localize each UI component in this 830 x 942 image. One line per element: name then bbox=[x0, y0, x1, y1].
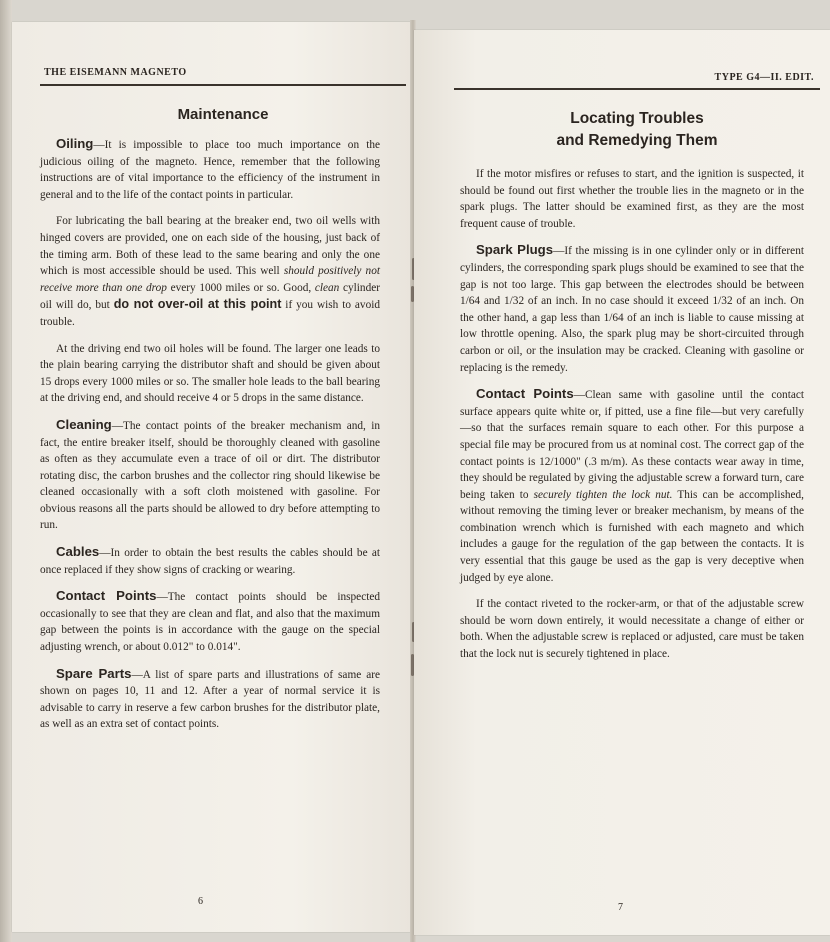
right-page-number: 7 bbox=[618, 902, 623, 913]
contact-points-left-heading: Contact Points bbox=[56, 588, 157, 604]
contact-points-right-paragraph bbox=[460, 386, 804, 586]
contact-points-left-paragraph bbox=[40, 588, 380, 655]
cables-heading: Cables bbox=[56, 544, 100, 560]
right-page-title bbox=[454, 108, 820, 152]
left-header-rule bbox=[40, 84, 406, 86]
oiling-paragraph bbox=[40, 136, 380, 203]
lubricating-bold-warning: do not over-oil at this point bbox=[113, 297, 282, 312]
right-running-head: TYPE G4—II. EDIT. bbox=[714, 72, 814, 83]
right-title-line-1: Locating Troubles bbox=[570, 110, 704, 127]
cover-edge bbox=[0, 0, 12, 942]
spare-parts-body: —A list of spare parts and illustrations of same are shown on pages 10, 11 and 12. After a year of normal service it is advisable to carry in reserve a few carbon brushes for the distributor plate, as well as an extra set of contact points. bbox=[40, 668, 380, 731]
spare-parts-heading: Spare Parts bbox=[56, 665, 132, 681]
left-page-title: Maintenance bbox=[177, 106, 269, 123]
oiling-body: —It is impossible to place too much importance on the judicious oiling of the magneto. Hence, remember that the following instructions are of vital importance to the efficiency of the instrument in general and to the life of the contact points in particular. bbox=[40, 139, 380, 201]
driving-end-paragraph: At the driving end two oil holes will be found. The larger one leads to the plain bearing carrying the distributor shaft and should be given about 15 drops every 1000 miles or so. The smaller hole leads to the ball bearing at the driving end, and should receive 4 or 5 drops in the same distance. bbox=[40, 342, 380, 405]
lubricating-paragraph bbox=[40, 213, 380, 330]
lubricating-text-4: if you wish to avoid trouble. bbox=[40, 299, 381, 328]
contact-points-right-text-2: This can be accomplished, without removing the timing lever or breaker mechanism, by means of the combination wrench which is furnished with each magneto and which includes a gauge for the regulation of the gap between the contacts. It is very essential that this gauge be used as the gap is very deceptive when judged by eye alone. bbox=[460, 488, 805, 584]
lubricating-text-1: For lubricating the ball bearing at the breaker end, two oil wells with hinged covers are provided, one on each side of the housing, just back of the timing arm. Both of these lead to the same bearing and only the one which is most accessible should be used. This well bbox=[40, 215, 380, 278]
right-title-line-2: and Remedying Them bbox=[556, 132, 718, 149]
spare-parts-paragraph bbox=[40, 666, 380, 733]
right-text-column bbox=[460, 166, 804, 673]
contact-points-right-italic: securely tighten the lock nut. bbox=[533, 488, 673, 501]
contact-points-left-body: —The contact points should be inspected occasionally to see that they are clean and flat, and also that the maximum gap between the points is in accordance with the gauge on the special adjusting wrench, or about 0.012" to 0.014". bbox=[40, 591, 381, 654]
cleaning-heading: Cleaning bbox=[56, 416, 112, 432]
contact-points-right-text-1: —Clean same with gasoline until the contact surface appears quite white or, if pitted, use a fine file—but very carefully—so that the surfaces remain square to each other. For this purpose a special file may be procured from us at nominal cost. The correct gap of the contact points is 12/1000" (.3 m/m). As these contacts wear away in time, they should be regulated by giving the adjustable screw a forward turn, care being taken to bbox=[460, 389, 805, 501]
spark-plugs-heading: Spark Plugs bbox=[476, 242, 554, 258]
spark-plugs-paragraph bbox=[460, 242, 804, 376]
left-page bbox=[12, 22, 412, 932]
cleaning-body: —The contact points of the breaker mechanism and, in fact, the entire breaker itself, should be thoroughly cleaned with gasoline as often as they accumulate even a trace of oil or dirt. The distributor rotating disc, the carbon brushes and the collector ring should likewise be cleaned occasionally with a soft cloth moistened with gasoline. For obvious reasons all the parts should be allowed to dry before attempting to run. bbox=[40, 419, 380, 532]
oiling-heading: Oiling bbox=[56, 136, 94, 151]
lubricating-italic-2: clean bbox=[314, 281, 340, 294]
intro-paragraph: If the motor misfires or refuses to start, and the ignition is suspected, it should be found out first whether the trouble lies in the magneto or in the spark plugs. The latter should be examined first, as they are the most frequent cause of trouble. bbox=[460, 168, 804, 230]
left-page-number: 6 bbox=[198, 896, 203, 907]
cleaning-paragraph bbox=[40, 417, 380, 534]
right-header-rule bbox=[454, 88, 820, 90]
lubricating-text-2: every 1000 miles or so. Good, bbox=[166, 281, 315, 294]
cables-body: —In order to obtain the best results the cables should be at once replaced if they show signs of cracking or wearing. bbox=[40, 547, 380, 576]
contact-points-right-heading: Contact Points bbox=[476, 386, 574, 402]
rocker-arm-paragraph: If the contact riveted to the rocker-arm, or that of the adjustable screw should be worn down entirely, it would necessitate a change of either or both. When the adjustable screw is replaced or adjusted, care must be taken that the lock nut is securely tightened in place. bbox=[460, 598, 804, 661]
left-text-column bbox=[40, 136, 380, 743]
cables-paragraph bbox=[40, 544, 380, 578]
right-page bbox=[414, 30, 830, 935]
left-running-head: THE EISEMANN MAGNETO bbox=[44, 67, 187, 78]
spark-plugs-body: —If the missing is in one cylinder only or in different cylinders, the corresponding spark plugs should be examined to see that the gap is not too large. This gap between the electrodes should be between 1/64 and 1/32 of an inch. In no case should it exceed 1/32 of an inch. On the other hand, a gap less than 1/64 of an inch is liable to cause missing at low throttle opening. Also, the spark plug may be short-circuited through carbon or oil, or the insulation may be cracked. Cleaning with gasoline or replacing is the remedy. bbox=[460, 245, 804, 374]
lubricating-italic-1: should positively not receive more than one drop bbox=[40, 265, 380, 294]
lubricating-text-3: cylinder oil will do, but bbox=[40, 281, 380, 312]
